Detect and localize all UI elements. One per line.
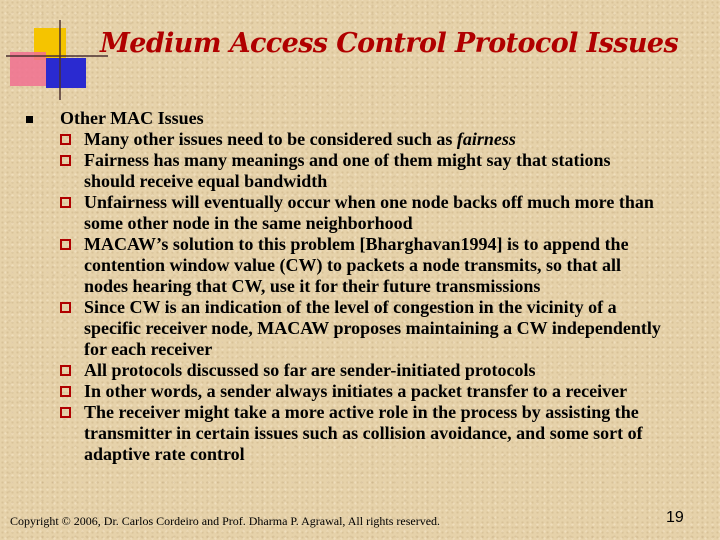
sub-bullet	[26, 150, 666, 192]
decorative-squares-logo	[0, 0, 110, 100]
sub-bullet	[26, 192, 666, 234]
sub-bullet-text: All protocols discussed so far are sender-initiated protocols	[84, 360, 536, 380]
sub-bullet	[26, 297, 666, 360]
copyright-footer: Copyright © 2006, Dr. Carlos Cordeiro and Prof. Dharma P. Agrawal, All rights reserved.	[10, 514, 441, 528]
sub-bullet	[26, 360, 666, 381]
sub-bullet	[26, 129, 666, 150]
sub-bullet	[26, 381, 666, 402]
hollow-square-bullet-icon	[60, 134, 71, 145]
sub-bullet-text: Many other issues need to be considered such as	[84, 129, 457, 149]
sub-bullet-text: In other words, a sender always initiates a packet transfer to a receiver	[84, 381, 628, 401]
sub-bullet	[26, 402, 666, 465]
hollow-square-bullet-icon	[60, 302, 71, 313]
slide-content	[26, 108, 666, 465]
square-bullet-icon	[26, 116, 33, 123]
bullet-heading: Other MAC Issues	[60, 108, 204, 128]
sub-bullet-text: Unfairness will eventually occur when one node backs off much more than some other node in the same neighborhood	[84, 192, 654, 233]
sub-bullet-emphasis: fairness	[456, 129, 516, 149]
sub-bullet-text: The receiver might take a more active role in the process by assisting the transmitter in certain issues such as collision avoidance, and some sort of adaptive rate control	[84, 402, 643, 464]
hollow-square-bullet-icon	[60, 386, 71, 397]
sub-bullet-text: MACAW’s solution to this problem [Bharghavan1994] is to append the contention window value (CW) to packets a node transmits, so that all nodes hearing that CW, use it for their future transmissions	[84, 234, 629, 296]
sub-bullet	[26, 234, 666, 297]
sub-bullet-text: Since CW is an indication of the level of congestion in the vicinity of a specific receiver node, MACAW proposes maintaining a CW independently for each receiver	[84, 297, 661, 359]
hollow-square-bullet-icon	[60, 197, 71, 208]
logo-pink-square	[10, 52, 46, 86]
page-number: 19	[666, 509, 684, 526]
logo-blue-square	[46, 58, 86, 88]
sub-bullet-text: Fairness has many meanings and one of them might say that stations should receive equal bandwidth	[84, 150, 611, 191]
hollow-square-bullet-icon	[60, 239, 71, 250]
hollow-square-bullet-icon	[60, 155, 71, 166]
top-level-bullet	[26, 108, 666, 129]
hollow-square-bullet-icon	[60, 365, 71, 376]
slide-title: Medium Access Control Protocol Issues	[100, 28, 679, 59]
hollow-square-bullet-icon	[60, 407, 71, 418]
